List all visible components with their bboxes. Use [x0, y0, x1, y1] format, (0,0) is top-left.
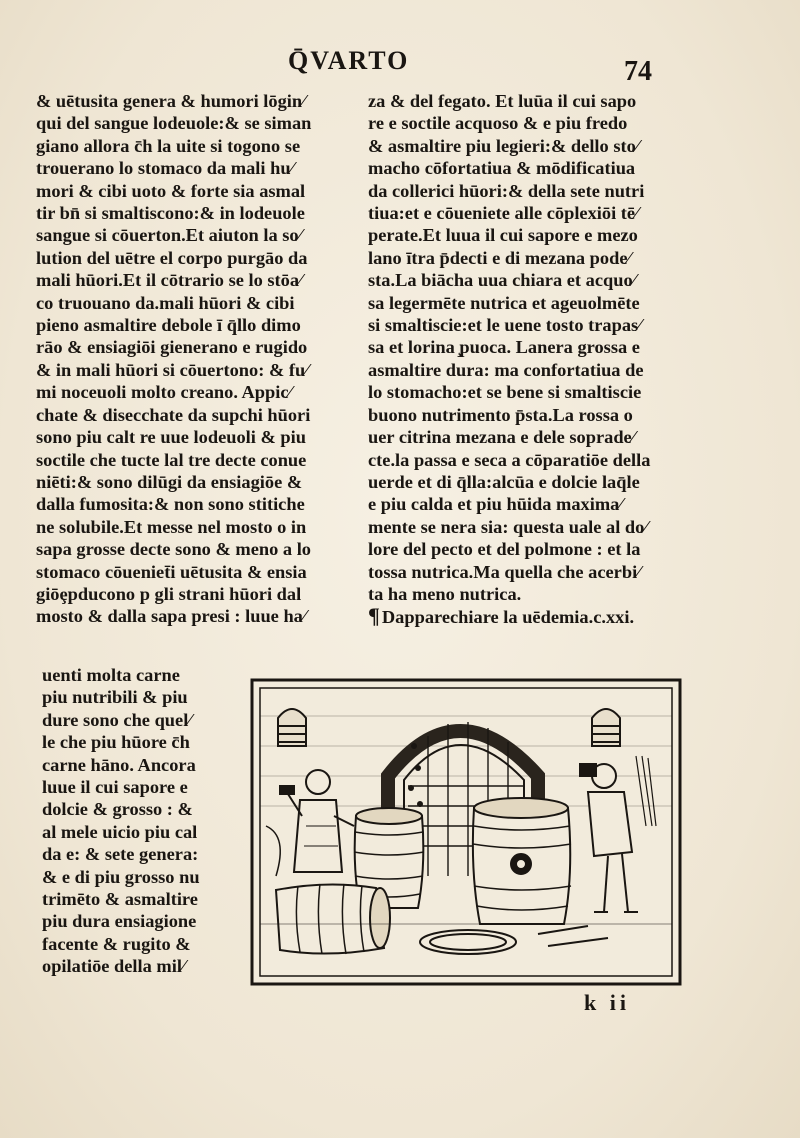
- text-line: piu nutribili & piu: [42, 687, 188, 708]
- text-line: e piu calda et piu hūida maxima⁄: [368, 494, 623, 515]
- text-line: carne hāno. Ancora: [42, 754, 196, 775]
- text-line: macho cōfortatiua & mōdificatiua: [368, 158, 636, 179]
- barrel-large: [473, 798, 571, 924]
- running-head: Q̄VARTO: [288, 46, 410, 75]
- text-line: lution del uētre el corpo purgāo da: [36, 247, 308, 268]
- text-line: dolcie & grosso : &: [42, 799, 193, 820]
- woodcut-svg: [248, 676, 684, 988]
- text-line: trimēto & asmaltire: [42, 889, 198, 910]
- text-line: da e: & sete genera:: [42, 844, 199, 865]
- chapter-heading-text: Dapparechiare la uēdemia.c.xxi.: [381, 607, 635, 628]
- text-line: mente se nera sia: questa uale al do⁄: [368, 516, 648, 537]
- pilcrow-mark: ¶: [368, 603, 380, 629]
- text-line: rāo & ensiagiōi gienerano e rugido: [36, 337, 308, 358]
- text-line: si smaltiscie:et le uene tosto trapas⁄: [368, 315, 642, 336]
- text-line: sta.La biācha uua chiara et acquo⁄: [368, 270, 636, 291]
- gathering-signature: k ii: [584, 990, 630, 1015]
- text-line: & asmaltire piu legieri:& dello sto⁄: [368, 135, 639, 156]
- text-line: cte.la passa e seca a cōparatiōe della: [368, 449, 651, 470]
- text-line: perate.Et luua il cui sapore e mezo: [368, 225, 638, 246]
- text-line: mi noceuoli molto creano. Appic⁄: [36, 382, 292, 403]
- right-text-column: [368, 90, 692, 629]
- text-line: lo stomacho:et se bene si smaltiscie: [368, 382, 642, 403]
- text-line: ta ha meno nutrica.: [368, 583, 522, 604]
- text-line: sa legermēte nutrica et ageuolmēte: [368, 292, 640, 313]
- text-line: za & del fegato. Et luūa il cui sapo: [368, 91, 637, 111]
- text-line: sangue si cōuerton.Et aiuton la so⁄: [36, 225, 302, 246]
- text-line: lore del pecto et del polmone : et la: [368, 539, 641, 560]
- text-line: luue il cui sapore e: [42, 777, 188, 798]
- text-line: trouerano lo stomaco da mali hu⁄: [36, 158, 294, 179]
- folio-number: 74: [624, 56, 652, 87]
- text-line: sapa grosse decte sono & meno a lo: [36, 539, 311, 560]
- chapter-heading: [368, 605, 692, 628]
- barrel-lying: [276, 884, 390, 954]
- narrow-text-column: [42, 664, 238, 978]
- window-right: [592, 709, 620, 746]
- left-text-column: [36, 90, 364, 628]
- text-line: uerde et di q̄lla:alcūa e dolcie laq̄le: [368, 471, 640, 492]
- text-line: buono nutrimento p̄sta.La rossa o: [368, 404, 633, 425]
- text-line: tossa nutrica.Ma quella che acerbi⁄: [368, 561, 641, 582]
- text-line: & in mali hūori si cōuertono: & fu⁄: [36, 359, 309, 380]
- woodcut-illustration: [248, 676, 684, 988]
- text-line: niēti:& sono dilūgi da ensiagiōe &: [36, 471, 303, 492]
- text-line: mori & cibi uoto & forte sia asmal: [36, 180, 306, 201]
- text-line: mosto & dalla sapa presi : luue ha⁄: [36, 606, 306, 627]
- text-line: ne solubile.Et messe nel mosto o in: [36, 516, 307, 537]
- text-line: re e soctile acquoso & e piu fredo: [368, 113, 628, 134]
- text-line: uer citrina mezana e dele soprade⁄: [368, 427, 635, 448]
- text-line: tiua:et e cōueniete alle cōplexiōi tē⁄: [368, 203, 639, 224]
- text-line: facente & rugito &: [42, 933, 191, 954]
- text-line: sono piu calt re uue lodeuoli & piu: [36, 427, 306, 448]
- text-line: piu dura ensiagione: [42, 911, 197, 932]
- text-line: pieno asmaltire debole ī q̄llo dimo: [36, 315, 301, 336]
- text-line: soctile che tucte lal tre decte conue: [36, 449, 307, 470]
- text-line: mali hūori.Et il cōtrario se lo stōa⁄: [36, 270, 303, 291]
- text-line: dalla fumosita:& non sono stitiche: [36, 494, 305, 515]
- text-line: & uētusita genera & humori lōgin⁄: [36, 91, 306, 111]
- text-line: le che piu hūore c̄h: [42, 732, 190, 753]
- text-line: tir bn̄ si smaltiscono:& in lodeuole: [36, 203, 305, 224]
- text-line: qui del sangue lodeuole:& se siman: [36, 113, 312, 134]
- text-line: lano ītra p̄decti e di mezana pode⁄: [368, 247, 631, 268]
- text-line: al mele uicio piu cal: [42, 821, 198, 842]
- text-line: giōȩpducono p gli strani hūori dal: [36, 583, 302, 604]
- window-left: [278, 709, 306, 746]
- text-line: da collerici hūori:& della sete nutri: [368, 180, 645, 201]
- text-line: & e di piu grosso nu: [42, 866, 200, 887]
- text-line: chate & disecchate da supchi hūori: [36, 404, 311, 425]
- text-line: stomaco cōueniet̄i uētusita & ensia: [36, 561, 307, 582]
- text-line: giano allora c̄h la uite si togono se: [36, 135, 301, 156]
- text-line: sa et lorina ̧puoca. Lanera grossa e: [368, 337, 640, 358]
- text-line: dure sono che quel⁄: [42, 709, 192, 730]
- text-line: asmaltire dura: ma confortatiua de: [368, 359, 644, 380]
- text-line: uenti molta carne: [42, 665, 180, 685]
- text-line: co truouano da.mali hūori & cibi: [36, 292, 295, 313]
- text-line: opilatiōe della mil⁄: [42, 956, 186, 977]
